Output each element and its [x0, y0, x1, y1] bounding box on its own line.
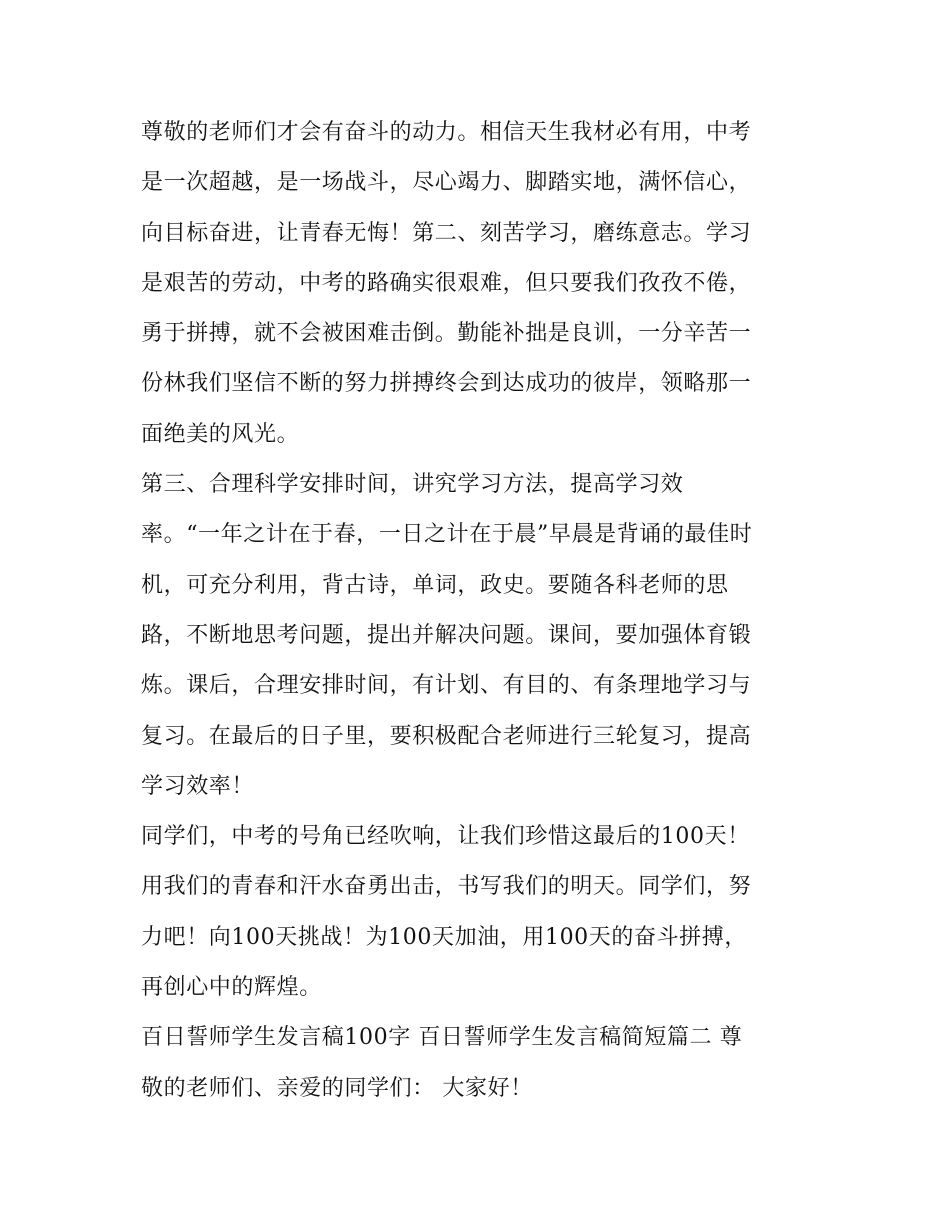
text-line: 机，可充分利用，背古诗，单词，政史。要随各科老师的思	[141, 572, 729, 598]
document-body	[141, 108, 821, 1114]
text-line: 率。“一年之计在于春，一日之计在于晨”早晨是背诵的最佳时	[141, 522, 753, 548]
text-line: 向目标奋进，让青春无悔！第二、刻苦学习，磨练意志。学习	[141, 220, 752, 246]
text-line: 第三、合理科学安排时间，讲究学习方法，提高学习效	[141, 472, 684, 498]
text-line: 用我们的青春和汗水奋勇出击，书写我们的明天。同学们，努	[141, 874, 752, 900]
text-line: 勇于拼搏，就不会被困难击倒。勤能补拙是良训，一分辛苦一	[141, 321, 752, 347]
text-line: 是艰苦的劳动，中考的路确实很艰难，但只要我们孜孜不倦，	[141, 270, 752, 296]
text-line: 路，不断地思考问题，提出并解决问题。课间，要加强体育锻	[141, 622, 752, 648]
text-line: 学习效率！	[141, 773, 255, 799]
text-line: 尊敬的老师们才会有奋斗的动力。相信天生我材必有用，中考	[141, 120, 752, 145]
text-line: 同学们，中考的号角已经吹响，让我们珍惜这最后的100天！	[141, 824, 750, 850]
text-line: 敬的老师们、亲爱的同学们： 大家好！	[141, 1075, 533, 1101]
text-line: 炼。课后，合理安排时间，有计划、有目的、有条理地学习与	[141, 673, 752, 699]
text-line: 份林我们坚信不断的努力拼搏终会到达成功的彼岸，领略那一	[141, 371, 752, 397]
text-line: 面绝美的风光。	[141, 421, 300, 447]
text-line: 百日誓师学生发言稿100字 百日誓师学生发言稿简短篇二 尊	[141, 1025, 743, 1051]
text-line: 复习。在最后的日子里，要积极配合老师进行三轮复习，提高	[141, 723, 752, 749]
text-line: 是一次超越，是一场战斗，尽心竭力、脚踏实地，满怀信心，	[141, 170, 752, 196]
text-line: 力吧！向100天挑战！为100天加油，用100天的奋斗拼搏，	[141, 924, 747, 950]
text-line: 再创心中的辉煌。	[141, 975, 322, 1001]
